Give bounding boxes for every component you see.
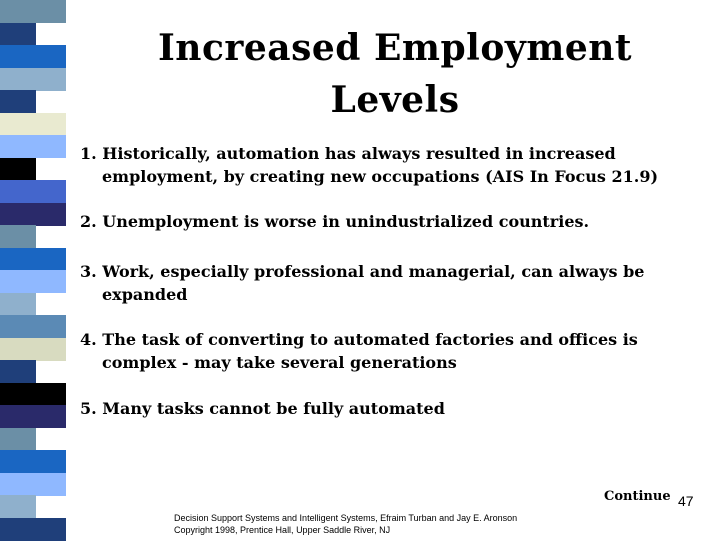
item-number: 4. bbox=[80, 330, 97, 349]
item-text: Work, especially professional and managerial, can always be bbox=[102, 262, 645, 281]
item-text: Historically, automation has always resulted in increased bbox=[102, 144, 616, 163]
stripe-block bbox=[0, 360, 36, 383]
title-line-2: Levels bbox=[330, 79, 460, 121]
stripe-block bbox=[0, 405, 66, 428]
stripe-block bbox=[0, 113, 66, 136]
stripe-block bbox=[0, 0, 66, 23]
title-line-1: Increased Employment bbox=[157, 27, 633, 69]
stripe-block bbox=[0, 428, 36, 451]
item-number: 2. bbox=[80, 212, 97, 231]
stripe-block bbox=[0, 450, 66, 473]
item-text-continued: complex - may take several generations bbox=[102, 353, 457, 372]
stripe-block bbox=[0, 203, 66, 226]
stripe-block bbox=[0, 293, 36, 316]
item-text: The task of converting to automated factories and offices is bbox=[102, 330, 638, 349]
list-item bbox=[80, 142, 658, 188]
footer-line-2: Copyright 1998, Prentice Hall, Upper Saddle River, NJ bbox=[174, 525, 391, 535]
continue-link[interactable]: Continue bbox=[604, 489, 671, 504]
stripe-block bbox=[0, 158, 36, 181]
list-item bbox=[80, 210, 589, 233]
stripe-block bbox=[0, 383, 66, 406]
item-text: Unemployment is worse in unindustrialized countries. bbox=[102, 212, 590, 231]
list-item bbox=[80, 260, 644, 306]
footer-credit bbox=[174, 512, 517, 536]
page-number: 47 bbox=[678, 493, 694, 509]
stripe-block bbox=[0, 338, 66, 361]
stripe-block bbox=[0, 68, 66, 91]
stripe-block bbox=[0, 518, 66, 541]
list-item bbox=[80, 397, 445, 420]
stripe-block bbox=[0, 135, 66, 158]
stripe-block bbox=[0, 495, 36, 518]
item-text-continued: expanded bbox=[102, 285, 188, 304]
stripe-block bbox=[0, 225, 36, 248]
item-number: 5. bbox=[80, 399, 97, 418]
stripe-block bbox=[0, 90, 36, 113]
stripe-block bbox=[0, 270, 66, 293]
stripe-block bbox=[0, 473, 66, 496]
item-number: 3. bbox=[80, 262, 97, 281]
stripe-block bbox=[0, 180, 66, 203]
stripe-block bbox=[0, 248, 66, 271]
list-item bbox=[80, 328, 638, 374]
stripe-block bbox=[0, 315, 66, 338]
stripe-block bbox=[0, 45, 66, 68]
item-number: 1. bbox=[80, 144, 97, 163]
decorative-stripe bbox=[0, 0, 66, 540]
item-text: Many tasks cannot be fully automated bbox=[102, 399, 445, 418]
footer-line-1: Decision Support Systems and Intelligent Systems, Efraim Turban and Jay E. Aronson bbox=[174, 513, 518, 523]
stripe-block bbox=[0, 23, 36, 46]
item-text-continued: employment, by creating new occupations (AIS In Focus 21.9) bbox=[102, 167, 659, 186]
slide-title bbox=[110, 22, 680, 126]
